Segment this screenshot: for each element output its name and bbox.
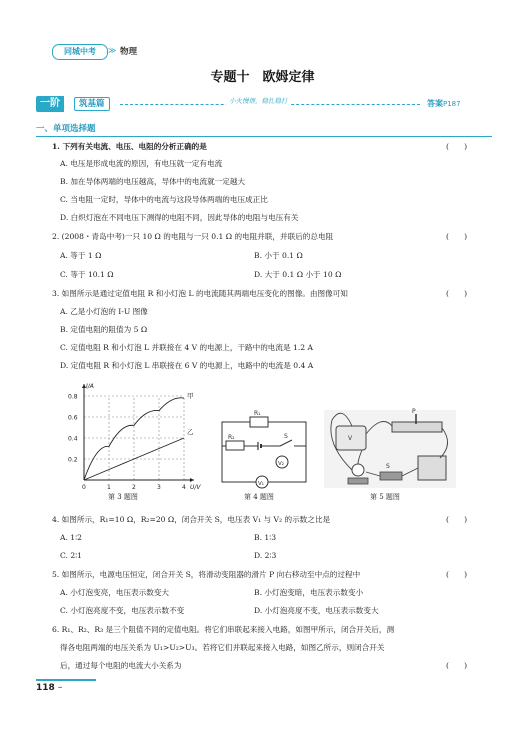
fig3-xtick-label: 2: [132, 484, 136, 491]
fig4-caption: 第 4 题图: [244, 493, 274, 501]
q5-option-d: D. 小灯泡亮度不变，电压表示数变大: [254, 606, 379, 615]
q4-option-a: A. 1∶2: [60, 533, 82, 542]
answer-page: P187: [443, 100, 461, 108]
fig3-ytick-label: 0.4: [68, 435, 78, 443]
fig4-r1-resistor: [250, 417, 268, 427]
q6-answer-blank: ( ): [446, 661, 468, 670]
fig4-wire-loop: [222, 422, 306, 482]
fig3-caption: 第 3 题图: [108, 493, 138, 501]
fig4-switch: [280, 440, 292, 446]
q2-option-c: C. 等于 10.1 Ω: [60, 270, 114, 279]
footer-accent: [36, 679, 96, 681]
fig5-apparatus: [322, 404, 458, 490]
fig5-rheostat: [392, 422, 442, 432]
q4-option-b: B. 1∶3: [254, 533, 277, 542]
q2-answer-blank: ( ): [446, 232, 468, 241]
q5-option-a: A. 小灯泡变亮，电压表示数变大: [60, 588, 170, 597]
q4-option-c: C. 2∶1: [60, 551, 83, 560]
q3-answer-blank: ( ): [446, 289, 468, 298]
fig4-r1-label: R₁: [254, 410, 261, 417]
q3-option-a: A. 乙是小灯泡的 I-U 图像: [60, 307, 148, 316]
q1-stem: 1. 下列有关电流、电压、电阻的分析正确的是: [52, 142, 207, 151]
q3-stem: 3. 如图所示是通过定值电阻 R 和小灯泡 L 的电流随其两端电压变化的图像。由图像可知: [52, 289, 348, 298]
fig3-label-yi: 乙: [187, 428, 194, 436]
q6-line2: 得各电阻两端的电压关系为 U₁>U₂>U₃。若将它们并联起来接入电路，如图乙所示，则闭合开关: [60, 643, 385, 652]
q5-option-b: B. 小灯泡变暗，电压表示数变小: [254, 588, 364, 597]
fig4-v2-label: V₂: [278, 461, 284, 467]
fig3-ylabel: I/A: [86, 383, 94, 390]
q5-option-c: C. 小灯泡亮度不变，电压表示数不变: [60, 606, 185, 615]
q2-option-d: D. 大于 0.1 Ω 小于 10 Ω: [254, 270, 342, 279]
fig4-r2-label: R₂: [228, 434, 235, 441]
q2-option-b: B. 小于 0.1 Ω: [254, 251, 303, 260]
fig3-ytick-label: 0.6: [68, 414, 78, 422]
fig5-bulb: [352, 464, 364, 476]
fig3-xlabel: U/V: [190, 484, 201, 491]
fig3-chart: [56, 380, 206, 505]
fig3-x-arrow: [190, 478, 194, 482]
q3-option-d: D. 定值电阻 R 和小灯泡 L 串联接在 6 V 的电源上，电路中的电流是 0.4 A: [60, 361, 314, 370]
q6-line1: 6. R₁、R₂、R₃ 是三个阻值不同的定值电阻。将它们串联起来接入电路，如图甲所示，闭合开关后，测: [52, 625, 395, 634]
fig3-ytick-label: 0.8: [68, 393, 78, 401]
fig4-r2-resistor: [226, 441, 244, 450]
fig5-p-label: P: [412, 408, 416, 415]
fig3-xtick-label: 3: [157, 484, 161, 491]
q2-stem: 2. (2008・青岛中考)一只 10 Ω 的电阻与一只 0.1 Ω 的电阻并联，并联后的总电阻: [52, 232, 334, 241]
fig4-s-label: S: [284, 433, 288, 440]
arrow-icon: ≫: [108, 46, 117, 55]
q2-option-a: A. 等于 1 Ω: [60, 251, 102, 260]
q4-option-d: D. 2∶3: [254, 551, 277, 560]
q3-option-b: B. 定值电阻的阻值为 5 Ω: [60, 325, 148, 334]
q1-answer-blank: ( ): [446, 142, 468, 151]
fig3-ytick-label: 0.2: [68, 456, 78, 464]
section-divider: [36, 136, 492, 137]
answer-label: 答案: [427, 99, 443, 108]
q3-option-c: C. 定值电阻 R 和小灯泡 L 并联接在 4 V 的电源上，干路中的电流是 1.2 A: [60, 343, 313, 352]
fig3-xtick-label: 1: [107, 484, 111, 491]
section-heading: 一、单项选择题: [36, 124, 96, 134]
motto: 小火慢煨，稳扎稳打: [226, 96, 291, 105]
fig4-circuit: [214, 408, 314, 490]
subject-label: 物理: [120, 47, 138, 57]
q1-option-a: A. 电压是形成电流的原因，有电压就一定有电流: [60, 159, 223, 168]
fig3-xtick-label: 0: [82, 484, 86, 491]
fig5-v-label: V: [348, 435, 353, 442]
page-number: 118 –: [36, 683, 63, 693]
page-number-value: 118: [36, 683, 55, 693]
fig3-xtick-label: 4: [182, 484, 186, 491]
fig5-battery: [418, 456, 446, 480]
q5-answer-blank: ( ): [446, 570, 468, 579]
q1-option-d: D. 白炽灯泡在不同电压下测得的电阻不同，因此导体的电阻与电压有关: [60, 213, 299, 222]
answer-ref: [424, 98, 461, 109]
q4-stem: 4. 如图所示，R₁=10 Ω，R₂=20 Ω，闭合开关 S，电压表 V₁ 与 V₂ 的示数之比是: [52, 515, 331, 524]
q4-answer-blank: ( ): [446, 515, 468, 524]
fig5-s-label: S: [386, 463, 390, 470]
series-badge: 同城中考: [52, 44, 108, 60]
fig3-label-jia: 甲: [187, 392, 194, 401]
stage-tag: 一阶: [36, 96, 64, 112]
q6-line3: 后，通过每个电阻的电流大小关系为: [60, 661, 182, 670]
fig5-caption: 第 5 题图: [370, 493, 400, 501]
q1-option-c: C. 当电阻一定时，导体中的电流与这段导体两端的电压成正比: [60, 195, 268, 204]
fig4-v1-label: V₁: [258, 481, 264, 487]
stage-subtag: 筑基篇: [74, 97, 110, 111]
page-title: 专题十 欧姆定律: [210, 70, 315, 85]
fig5-switch: [380, 472, 402, 480]
q1-option-b: B. 加在导体两端的电压越高，导体中的电流就一定越大: [60, 177, 246, 186]
q5-stem: 5. 如图所示，电源电压恒定，闭合开关 S，将滑动变阻器的滑片 P 向右移动至中点的过程中: [52, 570, 361, 579]
